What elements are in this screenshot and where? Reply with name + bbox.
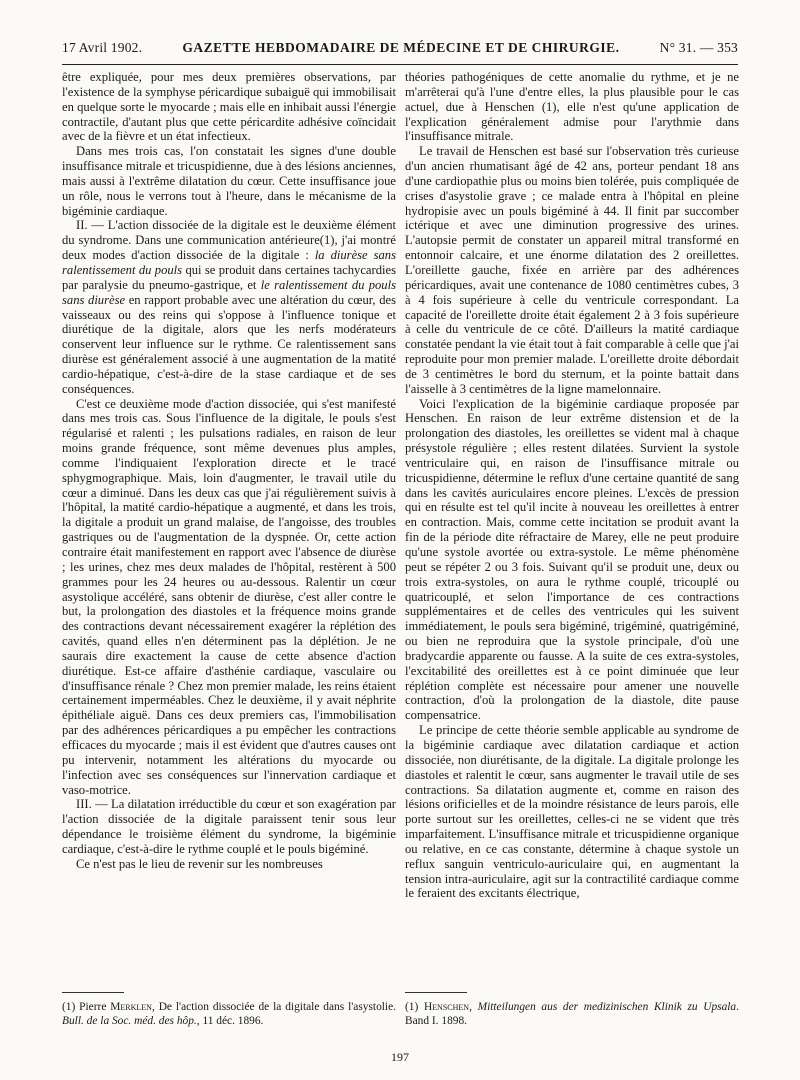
text-run: qui se produit dans certaines tachycardies par paralysie du pneumo-gastrique, et <box>62 262 396 292</box>
paragraph: théories pathogéniques de cette anomalie du rythme, et je ne m'arrêterai qu'à l'une d'entre elles, la plus plausible pour le cas actuel, due à Henschen (1), elle n'est qu'une application de l'explication généralement admise pour l'arythmie dans l'insuffisance mitrale. <box>405 70 739 144</box>
text-run: en rapport probable avec une altération du cœur, des vaisseaux ou des reins qui s'oppose à l'influence tonique et diurétique de la digitale, alors que les nerfs modérateurs conservent leur influence sur le rythme. Ce ralentissement sans diurèse est généralement associé à une augmentation de la matité cardio-hépatique, c'est-à-dire de la stase cardiaque et de ses conséquences. <box>62 292 396 396</box>
text-run: , 11 déc. 1896. <box>196 1015 264 1027</box>
paragraph: III. — La dilatation irréductible du cœur et son exagération par l'action dissociée de la digitale paraissent tenir sous leur dépendance le troisième élément du syndrome, la bigéminie cardiaque, c'est-à-dire le rythme couplé et le pouls bigéminé. <box>62 797 396 856</box>
text-run: II. — L'action dissociée de la digitale est le deuxième élément du syndrome. Dans une communication antérieure(1), j'ai montré deux modes d'action dissociée de la digitale : <box>62 218 396 263</box>
author-name: Henschen <box>423 1001 470 1013</box>
paragraph: Le travail de Henschen est basé sur l'observation très curieuse d'un ancien rhumatisant âgé de 42 ans, porteur pendant 18 ans d'une cardiopathie plus ou moins bien tolérée, puis compliquée de crises d'asystolie grave ; ce malade entra à l'hôpital en pleine hydropisie avec un pouls bigéminé à 44. Il finit par succomber ictérique et avec une diminution progressive des urines. L'autopsie permit de constater un appareil mitral transformé en entonnoir calcaire, et une énorme dilatation des 2 oreillettes. L'oreillette gauche, fixée en arrière par des adhérences péricardiques, avait une contenance de 1080 centimètres cubes, 3 à 4 fois supérieure à celle du ventricule correspondant. La capacité de l'oreillette droite était également 2 à 3 fois supérieure à celle du ventricule de ce côté. D'ailleurs la matité cardiaque constatée pendant la vie était tout à fait comparable à celle que j'ai reproduite pour mon premier malade. L'oreillette droite débordait de 3 centimètres le bord du sternum, et la pointe battait dans l'aisselle à 3 centimètres de la ligne mamelonnaire. <box>405 144 739 396</box>
footnote-rule <box>62 992 124 993</box>
paragraph <box>62 218 396 396</box>
header-journal-title: GAZETTE HEBDOMADAIRE DE MÉDECINE ET DE CHIRURGIE. <box>182 40 620 55</box>
text-run: (1) <box>405 1001 424 1013</box>
header-rule <box>62 64 738 65</box>
italic-run: la diurèse sans ralentissement du pouls <box>62 248 396 277</box>
text-run: , De l'action dissociée de la digitale dans l'asystolie. <box>151 1001 396 1013</box>
journal-name: Bull. de la Soc. méd. des hôp. <box>62 1015 197 1027</box>
header-date: 17 Avril 1902. <box>62 40 143 55</box>
text-run: (1) Pierre <box>62 1001 111 1013</box>
text-run: . Band I. 1898. <box>405 1001 739 1027</box>
running-header <box>62 40 738 60</box>
italic-run: le ralentissement du pouls sans diurèse <box>62 277 396 307</box>
paragraph: Le principe de cette théorie semble applicable au syndrome de la bigéminie cardiaque avec dilatation cardiaque et action dissociée, non diurétisante, de la digitale. La digitale prolonge les diastoles et ralentit le cœur, sans augmenter le travail utile de ses contractions. Sa dilatation augmente et, comme en raison des lésions orificielles et de la moindre résistance de leurs parois, elle porte surtout sur les oreillettes, celles-ci ne se vident que très imparfaitement. L'insuffisance mitrale et tricuspidienne organique ou relative, en ce cas constante, détermine à chaque systole un reflux sanguin ventriculo-auriculaire qui, en augmentant la tension intra-auriculaire, agit sur la contractilité cardiaque comme le feraient des excitants électrique, <box>405 723 739 901</box>
work-title: Mitteilungen aus der medizinischen Klinik zu Upsala <box>477 1001 737 1013</box>
author-name: Merklen <box>110 1001 152 1013</box>
footnote-rule <box>405 992 467 993</box>
paragraph: C'est ce deuxième mode d'action dissociée, qui s'est manifesté dans mes trois cas. Sous l'influence de la digitale, le pouls s'est régularisé et ralenti ; les pulsations radiales, en raison de leur moins grande fréquence, sont même devenues plus amples, comme l'indiquaient l'exploration directe et le tracé sphygmographique. Mais, loin d'augmenter, le travail utile du cœur a diminué. Dans les deux cas que j'ai régulièrement suivis à l'hôpital, la matité cardio-hépatique a augmenté, et dans les trois, la digitale a produit un grand malaise, de l'angoisse, des troubles gastriques ou de l'augmentation de la dyspnée. Or, cette action contraire était manifestement en rapport avec l'absence de diurèse ; les urines, chez mes deux malades de l'hôpital, restèrent à 500 grammes pour les 24 heures ou au-dessous. Ralentir un cœur asystolique accéléré, sans obtenir de diurèse, c'est aller contre le but, la prolongation des diastoles et la fréquence moins grande des contractions devant nécessairement exagérer la réplétion des cavités, quand elles n'en déterminent pas la déplétion. Je ne saurais dire exactement la cause de cette absence d'action diurétique. Est-ce affaire d'asthénie cardiaque, vasculaire ou d'insuffisance rénale ? Chez mon premier malade, les reins étaient certainement imperméables. Chez le deuxième, il y avait néphrite épithéliale aiguë. Dans ces deux premiers cas, l'immobilisation par des adhérences péricardiques a pu empêcher les contractions efficaces du myocarde ; mais il est évident que d'autres causes ont pu intervenir, notamment les altérations du myocarde ou l'infection avec ses conséquences sur l'innervation cardiaque et vaso-motrice. <box>62 396 396 797</box>
header-issue-page: N° 31. — 353 <box>659 40 738 55</box>
footnote-left <box>62 1000 396 1028</box>
paragraph: Voici l'explication de la bigéminie cardiaque proposée par Henschen. En raison de leur extrême distension et de la prolongation des diastoles, les oreillettes se vident mal à chaque présystole régulière ; elles restent dilatées. Survient la systole ventriculaire qui, en raison de l'insuffisance mitrale ou tricuspidienne, détermine le reflux d'une certaine quantité de sang dans les cavités auriculaires encore pleines. L'excès de pression qui en résulte est tel qu'il incite à nouveau les oreillettes à entrer en contraction. Mais, comme cette incitation se produit avant la fin de la période dite réfractaire de Marey, elle ne peut produire qu'une systole avortée ou extra-systole. Le même phénomène peut se répéter 2 ou 3 fois. Suivant qu'il se produit une, deux ou trois extra-systoles, on aura le rythme couplé, tricouplé ou quatricouplé, et selon l'importance de ces contractions supplémentaires et de celles des ventricules qui les suivent immédiatement, le pouls sera bigéminé, trigéminé, quatrigéminé, ou bien ne reproduira que la systole principale, d'où une bradycardie apparente ou fausse. A la suite de ces extra-systoles, l'excitabilité des oreillettes est à ce point diminuée que leur réplétion complète est nécessaire pour amener une nouvelle contraction, d'où la prolongation de la diastole, dite pause compensatrice. <box>405 396 739 723</box>
footnote-right <box>405 1000 739 1028</box>
text-run: , <box>469 1001 478 1013</box>
left-column <box>62 70 396 984</box>
paragraph: Dans mes trois cas, l'on constatait les signes d'une double insuffisance mitrale et tricuspidienne, due à des lésions anciennes, mais aussi à l'extrême dilatation du cœur. Cette insuffisance joue un rôle, nous le verrons tout à l'heure, dans le mécanisme de la bigéminie cardiaque. <box>62 144 396 218</box>
paragraph: être expliquée, pour mes deux premières observations, par l'existence de la symphyse péricardique subaiguë qui immobilisait en quelque sorte le myocarde ; mais elle en inhibait aussi l'énergie contractile, d'autant plus que cette péricardite adhésive coïncidait avec de la fièvre et un état infectieux. <box>62 70 396 144</box>
page-number: 197 <box>391 1050 409 1064</box>
paragraph: Ce n'est pas le lieu de revenir sur les nombreuses <box>76 856 323 871</box>
right-column <box>405 70 739 984</box>
